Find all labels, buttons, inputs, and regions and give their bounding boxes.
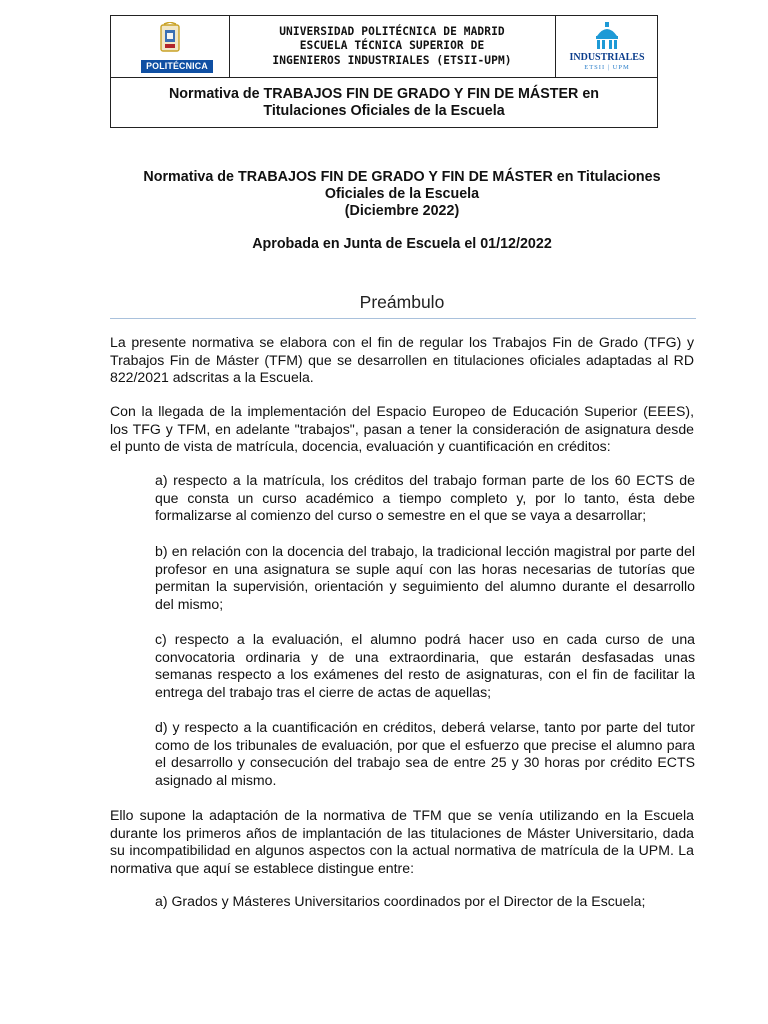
industriales-label: INDUSTRIALES xyxy=(569,52,645,63)
header-doc-title xyxy=(111,77,657,129)
title-date: (Diciembre 2022) xyxy=(344,203,460,219)
list-item: b) en relación con la docencia del trabajo, la tradicional lección magistral por parte del profesor en una asignatura se suple aquí con las horas necesarias de tutorías que permitan la supervisión, orientación y seguimiento del alumno durante el desarrollo del mismo; xyxy=(155,543,695,612)
list-item: a) Grados y Másteres Universitarios coordinados por el Director de la Escuela; xyxy=(155,893,646,909)
list-item: a) respecto a la matrícula, los créditos del trabajo forman parte de los 60 ECTS de que consta un curso académico a tiempo completo y, por lo tanto, ésta debe formalizarse al comienzo del curso o semestre en el que se vaya a desarrollar; xyxy=(155,472,695,524)
document-header xyxy=(110,15,658,128)
crest-icon xyxy=(159,22,181,56)
list-item: d) y respecto a la cuantificación en créditos, deberá velarse, tanto por parte del tutor como de los tribunales de evaluación, por que el esfuerzo que precise el alumno para el desarrollo y consecución del trabajo sea de entre 25 y 30 horas por crédito ECTS asignado al mismo. xyxy=(155,719,695,788)
title-line: Oficiales de la Escuela xyxy=(324,186,480,202)
industriales-logo xyxy=(555,16,659,77)
header-top-row xyxy=(111,16,657,78)
paragraph: Ello supone la adaptación de la normativa de TFM que se venía utilizando en la Escuela durante los primeros años de implantación de las titulaciones de Máster Universitario, dada su incompatibilidad en algunos aspectos con la actual normativa de matrícula de la UPM. La normativa que aquí se establece distingue entre: xyxy=(110,807,694,876)
paragraph: La presente normativa se elabora con el fin de regular los Trabajos Fin de Grado (TFG) y Trabajos Fin de Máster (TFM) que se desarrollen en titulaciones oficiales adaptadas al RD 822/2021 adscritas a la Escuela. xyxy=(110,334,694,386)
title-line: Normativa de TRABAJOS FIN DE GRADO Y FIN DE MÁSTER en Titulaciones xyxy=(143,169,661,185)
dome-icon xyxy=(593,21,621,51)
header-title-line: Normativa de TRABAJOS FIN DE GRADO Y FIN DE MÁSTER en xyxy=(168,86,600,102)
politecnica-label: POLITÉCNICA xyxy=(141,60,213,73)
section-divider xyxy=(110,318,696,319)
university-line: UNIVERSIDAD POLITÉCNICA DE MADRID xyxy=(279,24,505,38)
approval-note: Aprobada en Junta de Escuela el 01/12/2022 xyxy=(252,236,552,252)
university-line: INGENIEROS INDUSTRIALES (ETSII-UPM) xyxy=(272,53,512,67)
list-item: c) respecto a la evaluación, el alumno podrá hacer uso en cada curso de una convocatoria ordinaria y de una extraordinaria, que estarán desfasadas unas semanas respecto a los exámenes del resto de asignaturas, con el fin de facilitar la entrega del trabajo tras el cierre de actas de aquellas; xyxy=(155,631,695,700)
paragraph: Con la llegada de la implementación del Espacio Europeo de Educación Superior (EEES), los TFG y TFM, en adelante "trabajos", pasan a tener la consideración de asignatura desde el punto de vista de matrícula, docencia, evaluación y cuantificación en créditos: xyxy=(110,403,694,455)
industriales-sub: ETSII | UPM xyxy=(584,64,630,71)
header-title-line: Titulaciones Oficiales de la Escuela xyxy=(263,103,505,119)
document-title xyxy=(110,169,694,220)
university-name xyxy=(229,16,556,77)
university-line: ESCUELA TÉCNICA SUPERIOR DE xyxy=(299,39,485,53)
section-heading: Preámbulo xyxy=(359,292,445,312)
upm-logo xyxy=(111,16,230,77)
